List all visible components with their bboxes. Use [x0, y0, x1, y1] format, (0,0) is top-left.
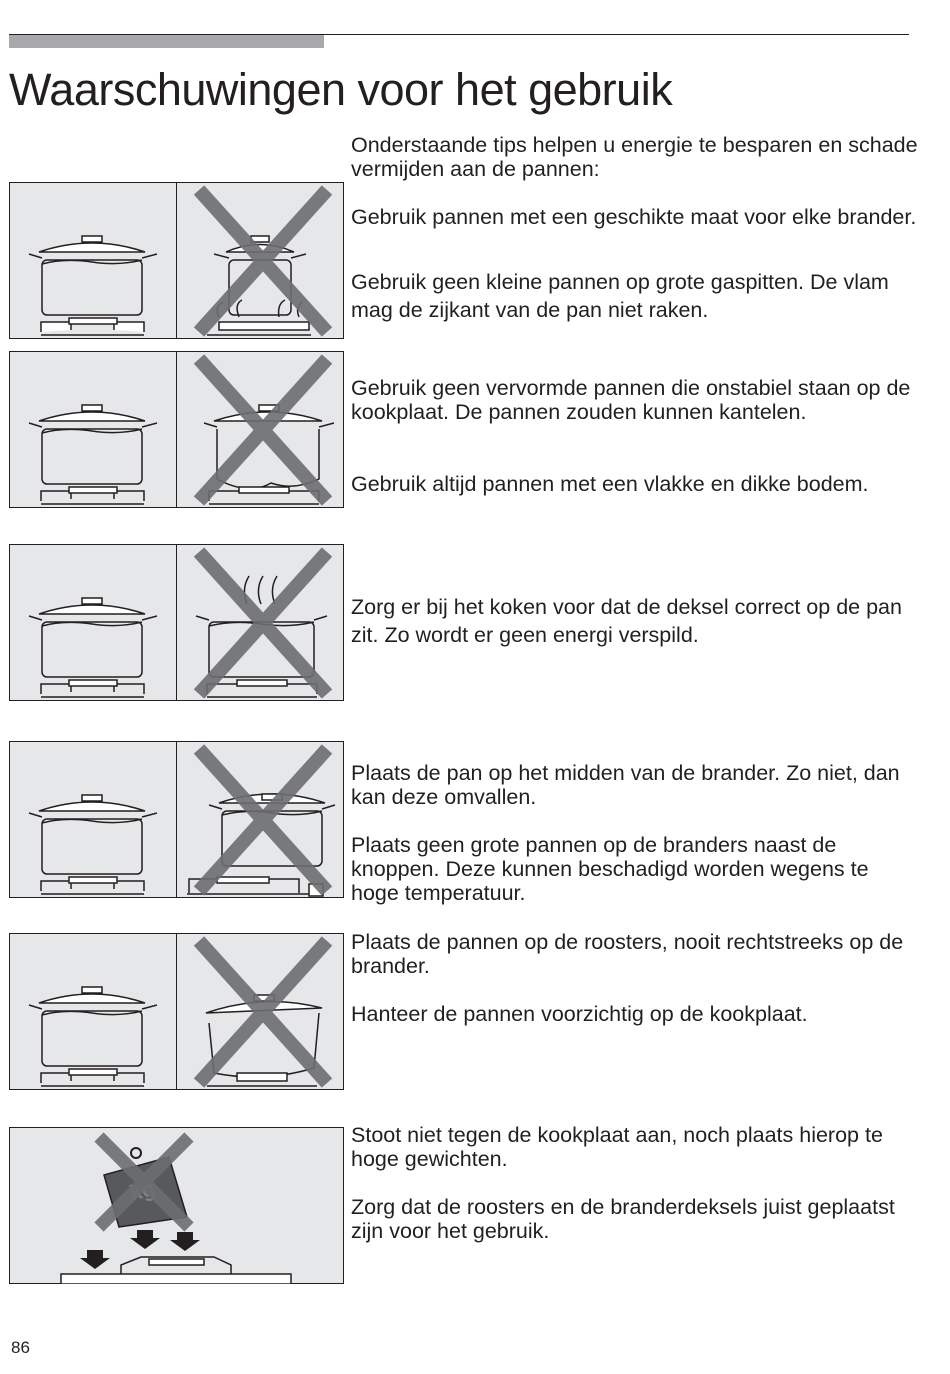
section-1-text-1: Gebruik pannen met een geschikte maat voor elke brander.	[351, 205, 917, 229]
page-number: 86	[11, 1338, 30, 1357]
figure-lid	[9, 544, 344, 701]
section-5-text-2: Hanteer de pannen voorzichtig op de kookplaat.	[351, 1002, 808, 1026]
section-2-text-1: Gebruik geen vervormde pannen die onstabiel staan op de kookplaat. De pannen zouden kunnen kantelen.	[351, 376, 911, 424]
figure-pan-size	[9, 182, 344, 339]
section-6-text-1: Stoot niet tegen de kookplaat aan, noch plaats hierop te hoge gewichten.	[351, 1123, 883, 1171]
figure-centering	[9, 741, 344, 898]
figure-weight	[9, 1127, 344, 1284]
figure-deformed-pan	[9, 351, 344, 508]
intro-text: Onderstaande tips helpen u energie te besparen en schade vermijden aan de pannen:	[351, 133, 918, 181]
section-1-text-2: Gebruik geen kleine pannen op grote gaspitten. De vlam mag de zijkant van de pan niet raken.	[351, 270, 889, 322]
section-3-text-1: Zorg er bij het koken voor dat de deksel correct op de pan zit. Zo wordt er geen energi verspild.	[351, 595, 902, 647]
header-bar	[9, 35, 324, 48]
section-2-text-2: Gebruik altijd pannen met een vlakke en dikke bodem.	[351, 472, 869, 496]
section-4-text-2: Plaats geen grote pannen op de branders naast de knoppen. Deze kunnen beschadigd worden wegens te hoge temperatuur.	[351, 833, 869, 905]
section-5-text-1: Plaats de pannen op de roosters, nooit rechtstreeks op de brander.	[351, 930, 904, 978]
section-6-text-2: Zorg dat de roosters en de branderdeksels juist geplaatst zijn voor het gebruik.	[351, 1195, 895, 1243]
figure-grate	[9, 933, 344, 1090]
page-title: Waarschuwingen voor het gebruik	[9, 64, 673, 115]
section-4-text-1: Plaats de pan op het midden van de brander. Zo niet, dan kan deze omvallen.	[351, 761, 900, 809]
